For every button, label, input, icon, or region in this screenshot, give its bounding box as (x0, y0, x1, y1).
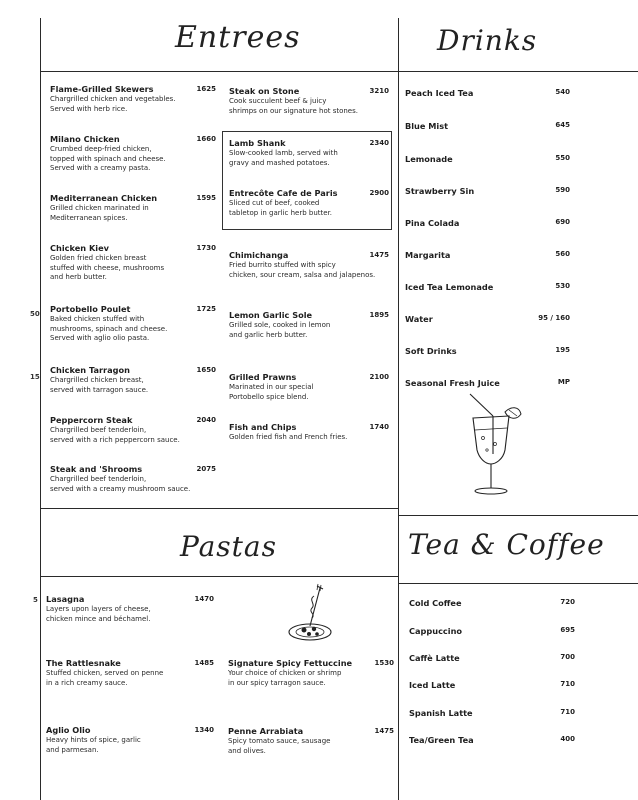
drink-item (405, 282, 570, 294)
item-desc: served with a creamy mushroom sauce. (50, 484, 191, 493)
drink-name: Blue Mist (405, 121, 449, 131)
drink-name: Lemonade (405, 154, 453, 164)
drink-item (405, 346, 570, 358)
drink-name: Soft Drinks (405, 346, 457, 356)
item-desc: Crumbed deep-fried chicken, (50, 145, 152, 153)
drink-name: Iced Tea Lemonade (405, 282, 494, 292)
item-desc: and olives. (228, 746, 266, 755)
margin-mark: 50 (30, 310, 40, 318)
item-name: Entrecôte Cafe de Paris (229, 188, 338, 198)
beverage-price: 695 (560, 626, 575, 634)
item-desc: Served with herb rice. (50, 104, 128, 113)
beverage-name: Cold Coffee (409, 598, 462, 608)
item-desc: shrimps on our signature hot stones. (229, 106, 358, 115)
drink-price: 690 (555, 218, 570, 226)
menu-item (46, 594, 214, 624)
tea-coffee-item (409, 708, 575, 720)
item-price: 2900 (369, 189, 389, 197)
item-desc: stuffed with cheese, mushrooms (50, 263, 165, 272)
item-name: Chimichanga (229, 250, 289, 260)
item-desc: Baked chicken stuffed with (50, 315, 145, 323)
menu-item (229, 372, 389, 402)
item-price: 1625 (196, 85, 216, 93)
entrees-heading: Entrees (175, 20, 301, 55)
item-desc: Cook succulent beef & juicy (229, 97, 327, 105)
item-desc: chicken, sour cream, salsa and jalapenos. (229, 270, 376, 279)
menu-item (229, 310, 389, 340)
drink-price: 645 (555, 121, 570, 129)
item-desc: Grilled chicken marinated in (50, 204, 149, 212)
item-name: Chicken Kiev (50, 243, 109, 253)
beverage-price: 720 (560, 598, 575, 606)
item-name: Lemon Garlic Sole (229, 310, 313, 320)
item-desc: Grilled sole, cooked in lemon (229, 321, 331, 329)
drink-item (405, 314, 570, 326)
item-name: Signature Spicy Fettuccine (228, 658, 353, 668)
item-desc: in our spicy tarragon sauce. (228, 678, 326, 687)
tea-coffee-item (409, 598, 575, 610)
item-price: 1475 (374, 727, 394, 735)
drink-price: 590 (555, 186, 570, 194)
item-desc: mushrooms, spinach and cheese. (50, 324, 168, 333)
entrees-header-rule (40, 71, 398, 72)
drink-item (405, 218, 570, 230)
item-desc: served with tarragon sauce. (50, 385, 149, 394)
drink-item (405, 250, 570, 262)
drink-price: 195 (555, 346, 570, 354)
item-price: 1595 (196, 194, 216, 202)
item-desc: Fried burrito stuffed with spicy (229, 261, 336, 269)
item-desc: Marinated in our special (229, 383, 314, 391)
item-desc: Golden fried chicken breast (50, 254, 147, 262)
beverage-name: Cappuccino (409, 626, 463, 636)
item-desc: Served with a creamy pasta. (50, 164, 151, 173)
menu-item (46, 658, 214, 688)
item-name: Portobello Poulet (50, 304, 131, 314)
item-desc: Stuffed chicken, served on penne (46, 669, 164, 677)
item-price: 1475 (369, 251, 389, 259)
menu-item (50, 134, 216, 174)
drink-item (405, 186, 570, 198)
drink-price: 95 / 160 (538, 314, 570, 322)
item-desc: gravy and mashed potatoes. (229, 158, 330, 167)
left-border-line (40, 18, 41, 800)
item-price: 1650 (196, 366, 216, 374)
menu-item (50, 84, 216, 114)
item-desc: topped with spinach and cheese. (50, 154, 166, 163)
drink-name: Seasonal Fresh Juice (405, 378, 500, 388)
item-price: 2075 (196, 465, 216, 473)
item-price: 3210 (369, 87, 389, 95)
item-name: Mediterranean Chicken (50, 193, 158, 203)
item-price: 1485 (194, 659, 214, 667)
drink-name: Pina Colada (405, 218, 460, 228)
item-price: 1895 (369, 311, 389, 319)
item-price: 1470 (194, 595, 214, 603)
beverage-name: Spanish Latte (409, 708, 473, 718)
tea-coffee-item (409, 653, 575, 665)
item-desc: Sliced cut of beef, cooked (229, 199, 320, 207)
item-desc: in a rich creamy sauce. (46, 678, 128, 687)
drink-price: MP (557, 378, 570, 386)
drinks-header-rule (398, 71, 638, 72)
item-desc: Layers upon layers of cheese, (46, 605, 151, 613)
drink-item (405, 88, 570, 100)
item-desc: Spicy tomato sauce, sausage (228, 737, 331, 745)
beverage-price: 710 (560, 708, 575, 716)
item-desc: served with a rich peppercorn sauce. (50, 435, 180, 444)
item-price: 2040 (196, 416, 216, 424)
item-price: 1660 (196, 135, 216, 143)
drinks-heading: Drinks (437, 24, 538, 57)
beverage-price: 710 (560, 680, 575, 688)
item-desc: Slow-cooked lamb, served with (229, 149, 338, 157)
drink-price: 540 (555, 88, 570, 96)
item-price: 1340 (194, 726, 214, 734)
drink-name: Strawberry Sin (405, 186, 475, 196)
item-price: 2100 (369, 373, 389, 381)
beverage-name: Tea/Green Tea (409, 735, 474, 745)
tea-coffee-item (409, 735, 575, 747)
item-name: The Rattlesnake (46, 658, 121, 668)
menu-item (46, 725, 214, 755)
menu-item (50, 243, 216, 283)
item-name: Chicken Tarragon (50, 365, 130, 375)
beverage-price: 400 (560, 735, 575, 743)
drink-name: Margarita (405, 250, 451, 260)
entrees-bottom-rule (40, 508, 398, 509)
item-price: 1740 (369, 423, 389, 431)
tea-coffee-header-rule (398, 583, 638, 584)
menu-item (229, 138, 389, 168)
item-price: 1730 (196, 244, 216, 252)
drink-item (405, 378, 570, 390)
item-desc: Heavy hints of spice, garlic (46, 736, 141, 744)
item-name: Penne Arrabiata (228, 726, 304, 736)
item-desc: and herb butter. (50, 273, 107, 282)
item-desc: chicken mince and béchamel. (46, 614, 151, 623)
item-price: 1725 (196, 305, 216, 313)
beverage-name: Caffè Latte (409, 653, 460, 663)
drink-name: Peach Iced Tea (405, 88, 474, 98)
item-name: Lasagna (46, 594, 85, 604)
item-name: Steak and 'Shrooms (50, 464, 143, 474)
pasta-plate-icon (286, 582, 336, 644)
item-desc: tabletop in garlic herb butter. (229, 208, 333, 217)
menu-item (50, 193, 216, 223)
menu-item (228, 658, 394, 688)
item-name: Peppercorn Steak (50, 415, 133, 425)
menu-item (50, 304, 216, 344)
item-desc: Served with aglio olio pasta. (50, 334, 150, 343)
item-desc: and parmesan. (46, 745, 99, 754)
item-desc: Portobello spice blend. (229, 392, 309, 401)
item-desc: Chargrilled beef tenderloin, (50, 426, 147, 434)
drinks-bottom-rule (398, 515, 638, 516)
beverage-price: 700 (560, 653, 575, 661)
drink-price: 560 (555, 250, 570, 258)
margin-mark: 5 (33, 596, 38, 604)
menu-item (229, 86, 389, 116)
item-desc: and garlic herb butter. (229, 330, 308, 339)
item-desc: Chargrilled chicken and vegetables. (50, 95, 176, 103)
item-name: Flame-Grilled Skewers (50, 84, 154, 94)
center-divider-line (398, 18, 399, 800)
drink-price: 550 (555, 154, 570, 162)
menu-item (50, 464, 216, 494)
item-desc: Your choice of chicken or shrimp (228, 669, 342, 677)
item-name: Steak on Stone (229, 86, 300, 96)
item-name: Lamb Shank (229, 138, 286, 148)
item-name: Aglio Olio (46, 725, 91, 735)
item-price: 1530 (374, 659, 394, 667)
margin-mark: 15 (30, 373, 40, 381)
menu-item (229, 422, 389, 443)
tea-coffee-item (409, 626, 575, 638)
item-price: 2340 (369, 139, 389, 147)
item-desc: Chargrilled chicken breast, (50, 376, 144, 384)
tea-coffee-item (409, 680, 575, 692)
item-name: Grilled Prawns (229, 372, 297, 382)
menu-item (50, 415, 216, 445)
menu-item (229, 250, 389, 280)
tea-coffee-heading: Tea & Coffee (408, 528, 605, 561)
drink-item (405, 154, 570, 166)
item-name: Fish and Chips (229, 422, 297, 432)
item-desc: Mediterranean spices. (50, 213, 128, 222)
menu-item (228, 726, 394, 756)
cocktail-glass-icon (465, 392, 527, 502)
menu-item (50, 365, 216, 395)
drink-price: 530 (555, 282, 570, 290)
drink-name: Water (405, 314, 433, 324)
pastas-heading: Pastas (180, 530, 277, 563)
drink-item (405, 121, 570, 133)
pastas-header-rule (40, 576, 398, 577)
menu-item (229, 188, 389, 218)
beverage-name: Iced Latte (409, 680, 456, 690)
item-desc: Golden fried fish and French fries. (229, 433, 348, 441)
item-desc: Chargrilled beef tenderloin, (50, 475, 147, 483)
item-name: Milano Chicken (50, 134, 120, 144)
